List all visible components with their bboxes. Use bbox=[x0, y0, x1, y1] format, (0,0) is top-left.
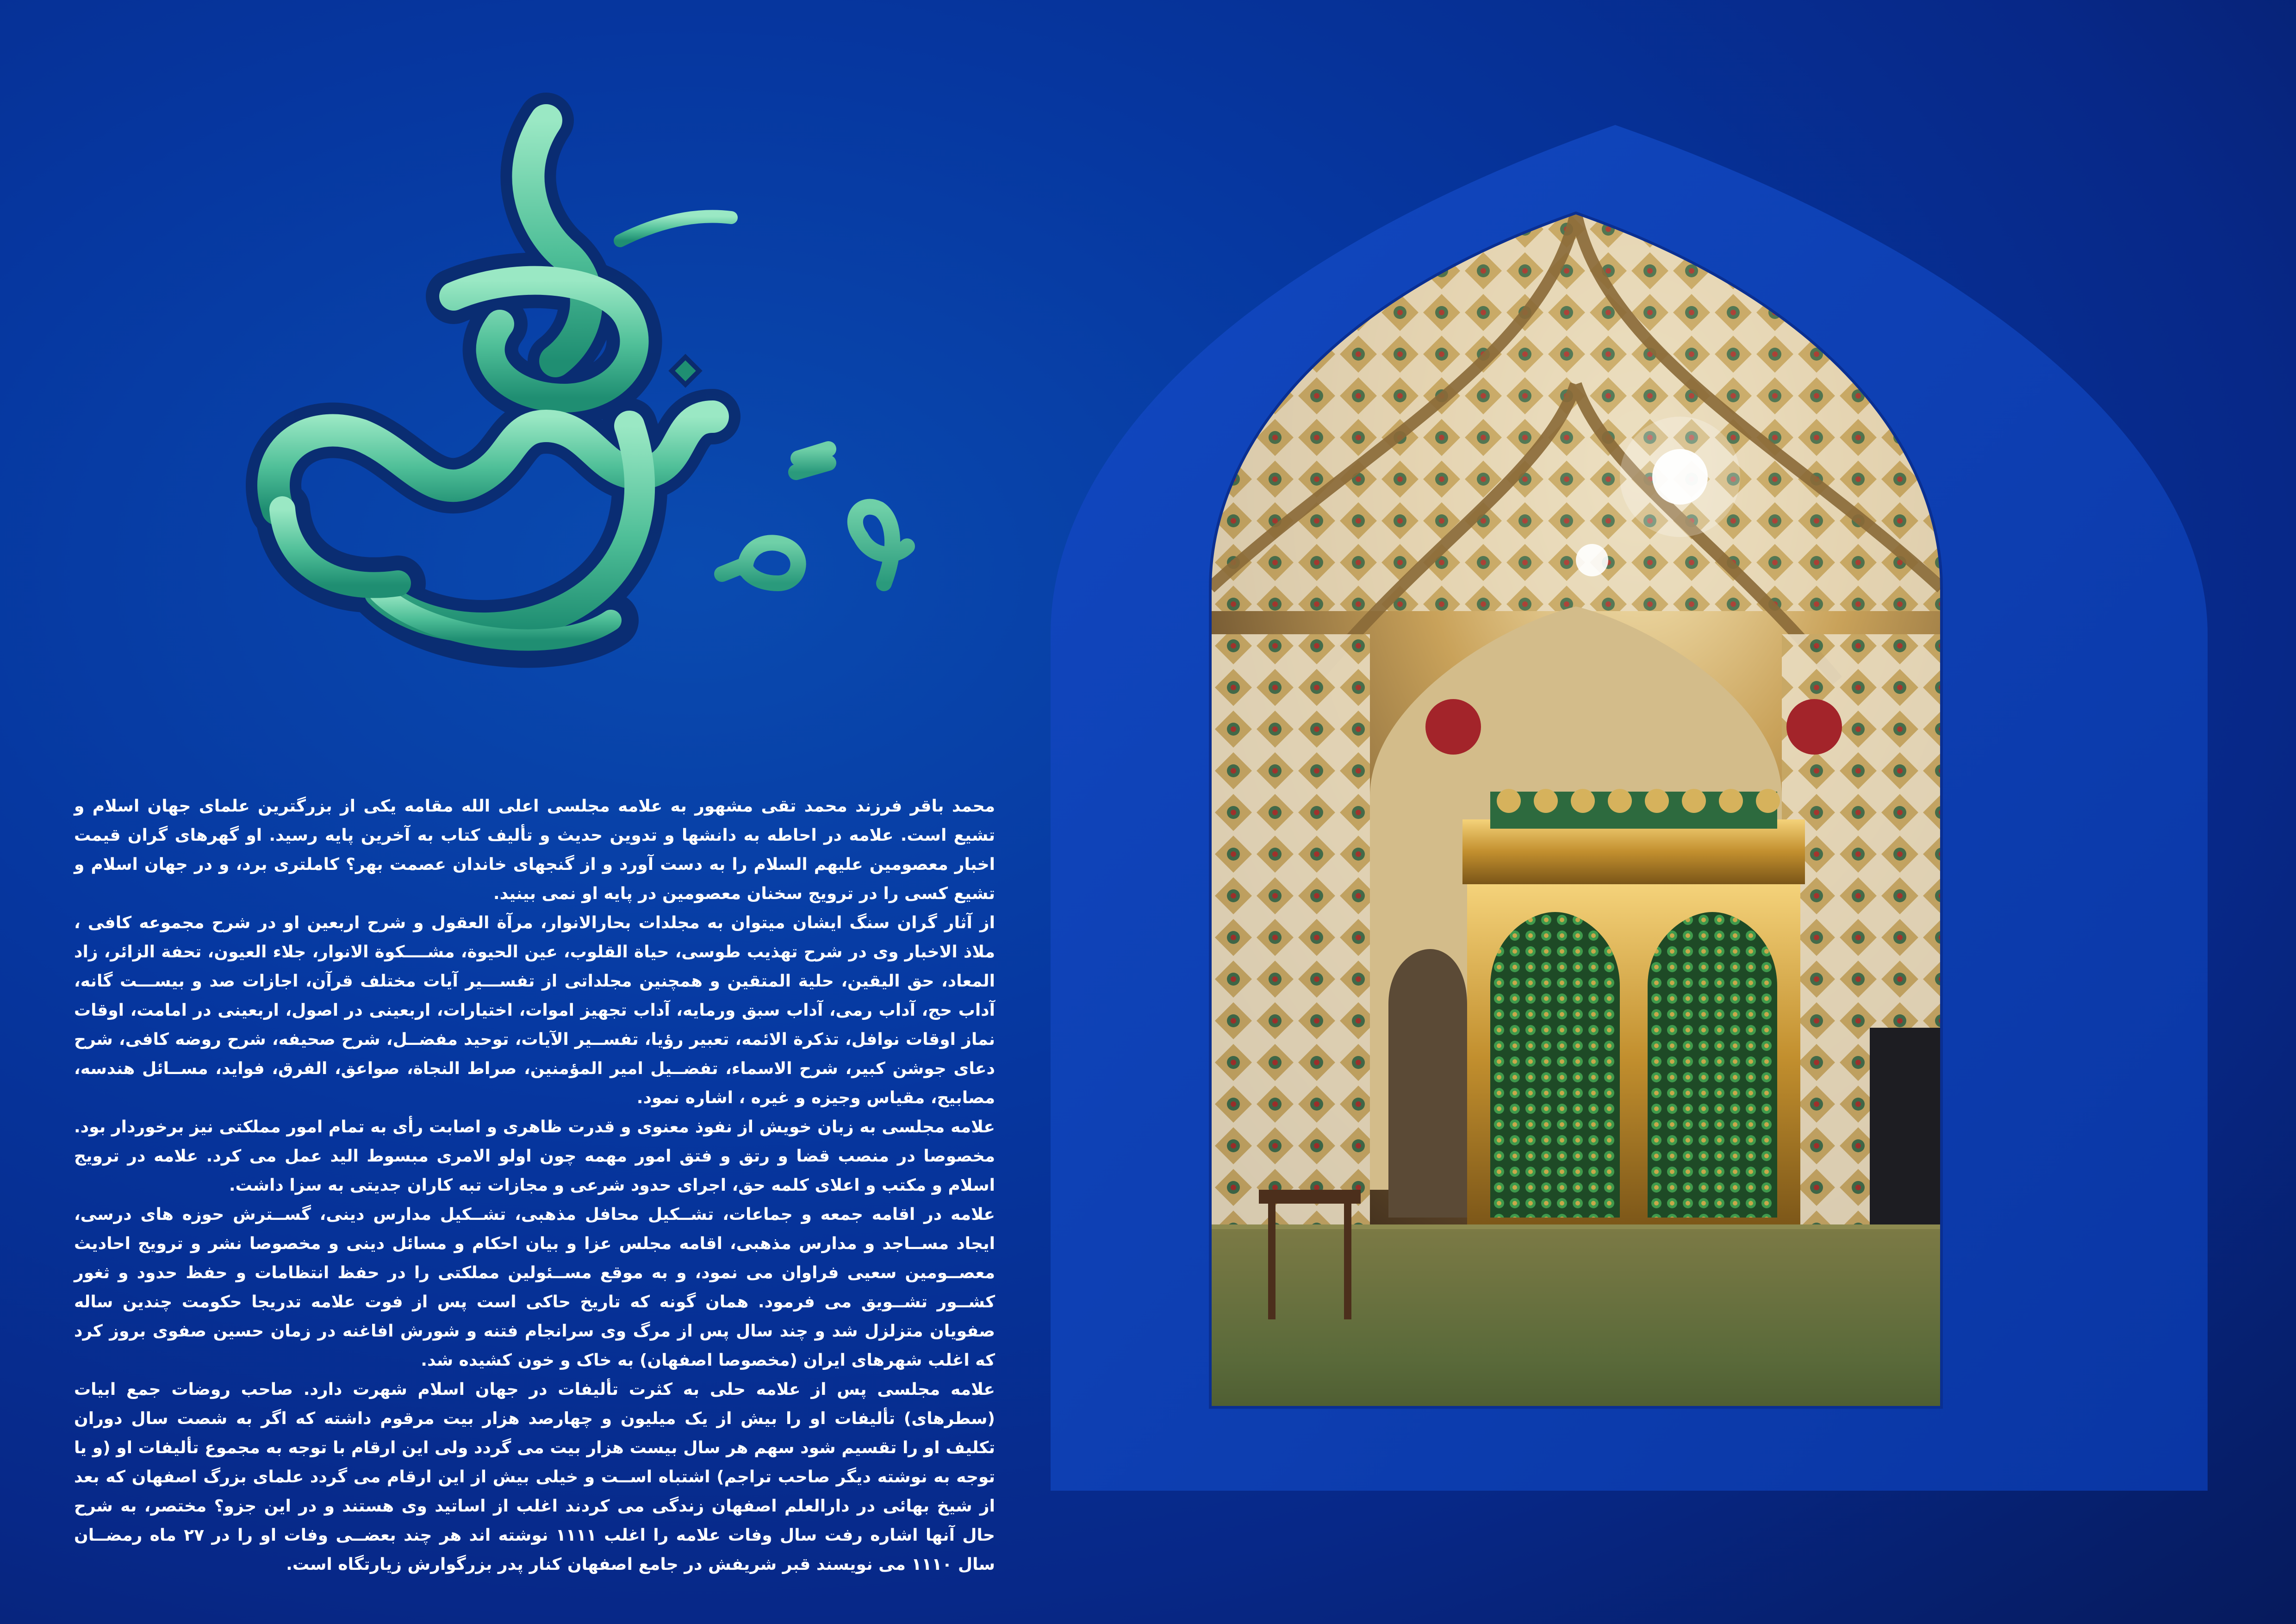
title-word-majlesi: مجلسی bbox=[491, 518, 492, 519]
calligraphy-allameh bbox=[722, 449, 907, 583]
calligraphy-dots bbox=[672, 357, 699, 384]
title-calligraphy bbox=[213, 102, 963, 759]
biography-paragraph-2: از آثار گران سنگ ایشان میتوان به مجلدات بحارالانوار، مرآة العقول و شرح اربعین او در شرح مجموعه کافی ، ملاذ الاخبار وی در شرح تهذیب طوسی، حیاة القلوب، عین الحیوة، مشــــکوة الانوار، جلاء العیون، تحفة الزائر، زاد المعاد، حق الیقین، حلیة المتقین و همچنین مجلداتی از تفســـیر آیات مختلف قرآن، اجازات صد و بیســـت گانه، آداب حج، آداب رمی، آداب سبق ورمایه، آداب تجهیز اموات، اختیارات، اربعینی در اصول، اربعینی در امامت، اوقات نماز اوقات نوافل، تذکرة الائمه، تعبیر رؤیا، تفســیر الآیات، توحید مفضــل، شرح صحیفه، شرح روضه کافی، شرح دعای جوشن کبیر، شرح الاسماء، تفضــیل امیر المؤمنین، صراط النجاة، صواعق، الفرق، فواید، مســائل هندسه، مصابیح، مقیاس وجیزه و غیره ، اشاره نمود. bbox=[74, 913, 995, 1107]
biography-paragraph-3: علامه مجلسی به زبان خویش از نفوذ معنوی و قدرت ظاهری و اصابت رأی به تمام امور مملکتی نیز برخوردار بود. مخصوصا در منصب قضا و رتق و فتق امور مهمه چون اولو الامری مبسوط الید عمل می کرد. علامه در ترویج اسلام و مکتب و اعلای کلمه حق، اجرای حدود شرعی و مجازات تبه کاران جدیتی به سزا داشت. bbox=[74, 1118, 995, 1195]
biography-paragraph-5: علامه مجلسی پس از علامه حلی به کثرت تألیفات در جهان اسلام شهرت دارد. صاحب روضات جمع ابیات (سطرهای) تألیفات او را بیش از یک میلیون و چهارصد هزار بیت مرقوم داشته که اگر به شصت سال دوران تکلیف او را تقسیم شود سهم هر سال بیست هزار بیت می گردد ولی این ارقام با توجه به مجموع تألیفات او (و یا توجه به نوشته دیگر صاحب تراجم) اشتباه اســت و خیلی بیش از این ارقام می گردد علمای بزرگ اصفهان که بعد از شیخ بهائی در دارالعلم اصفهان زندگی می کردند اغلب از اساتید وی هستند و در این جزو؟ مختصر، به شرح حال آنها اشاره رفت سال وفات علامه را اغلب ۱۱۱۱ نوشته اند هر چند بعضــی وفات او را در ۲۷ ماه رمضــان سال ۱۱۱۰ می نویسند قبر شریفش در جامع اصفهان کنار پدر بزرگوارش زیارتگاه است. bbox=[74, 1380, 996, 1574]
shrine-arch-panel bbox=[1051, 125, 2208, 1491]
biography-text bbox=[74, 792, 996, 1574]
biography-paragraph-1: محمد باقر فرزند محمد تقی مشهور به علامه مجلسی اعلی الله مقامه یکی از بزرگترین علمای جهان اسلام و تشیع است. علامه در احاطه به دانشها و تدوین حدیث و تألیف کتاب به آخرین پایه رسید. او گهرهای گران قیمت اخبار معصومین علیهم السلام را به دست آورد و از گنجهای خاندان عصمت بهر؟ کاملتری برد، و در جهان اسلام و تشیع کسی را در ترویج سخنان معصومین در پایه او نمی بینید. bbox=[74, 797, 995, 903]
biography-paragraph-4: علامه در اقامه جمعه و جماعات، تشــکیل محافل مذهبی، تشــکیل مدارس دینی، گســترش حوزه های درسی، ایجاد مســاجد و مدارس مذهبی، اقامه مجلس عزا و بیان احکام و مسائل دینی و مخصوصا نشر و ترویج احادیث معصــومین سعیی فراوان می نمود، و به موقع مســئولین مملکتی را در حفظ انتظامات و حفظ حدود و ثغور کشــور تشــویق می فرمود. همان گونه که تاریخ حاکی است پس از فوت علامه تدریجا حکومت چندین ساله صفویان متزلزل شد و چند سال پس از مرگ وی سرانجام فتنه و شورش افاغنه در زمان حسین صفوی بروز کرد که اغلب شهرهای ایران (مخصوصا اصفهان) به خاک و خون کشیده شد. bbox=[74, 1205, 995, 1370]
